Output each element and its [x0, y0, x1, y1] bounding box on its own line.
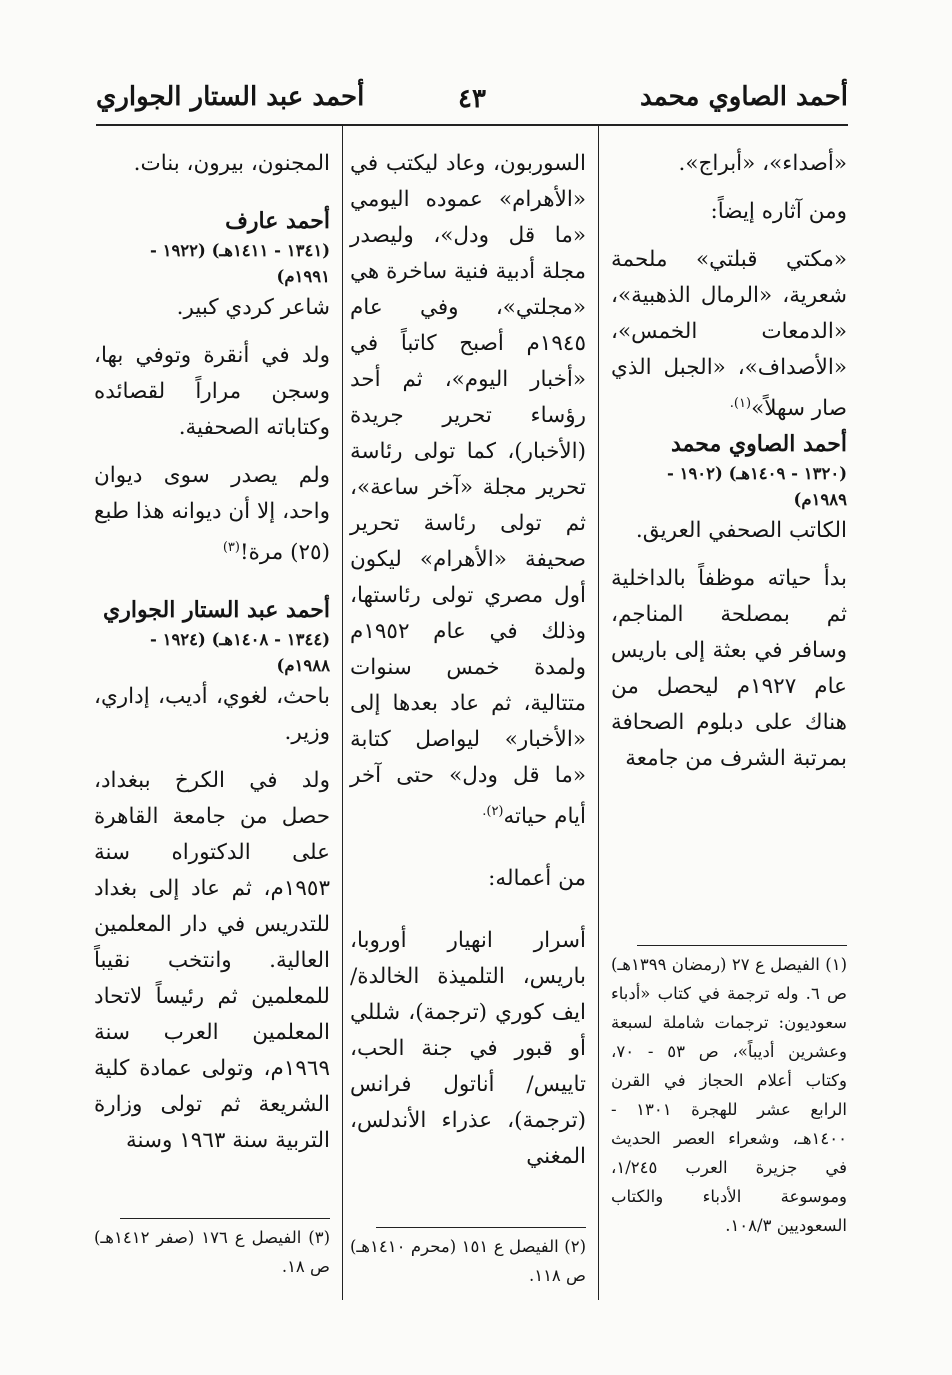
- paragraph: أسرار انهيار أوروبا، باريس، التلميذة الخالدة/ ايف كوري (ترجمة)، شللي أو قبور في جنة الحب، تاييس/ أناتول فرانس (ترجمة)، عذراء الأندلس، المغني: [350, 928, 586, 1170]
- running-title-right: أحمد الصاوي محمد: [640, 82, 848, 112]
- paragraph: [350, 146, 586, 835]
- paragraph: ولد في أنقرة وتوفي بها، وسجن مراراً لقصائده وكتاباته الصحفية.: [94, 343, 330, 440]
- page-number: ٤٣: [458, 84, 486, 114]
- page-header: [96, 82, 848, 126]
- footnote-rule: [120, 1218, 330, 1219]
- entry-dates: (١٣٤٤ - ١٤٠٨هـ) (١٩٢٤ - ١٩٨٨م): [149, 630, 330, 676]
- paragraph: الكاتب الصحفي العريق.: [635, 518, 847, 544]
- paragraph: بدأ حياته موظفاً بالداخلية ثم بمصلحة المناجم، وسافر في بعثة إلى باريس عام ١٩٢٧م ليحصل من هناك على دبلوم الصحافة بمرتبة الشرف من جامعة: [611, 566, 847, 772]
- column-divider-left: [342, 125, 343, 1300]
- footnote-text: (٣) الفيصل ع ١٧٦ (صفر ١٤١٢هـ) ص ١٨.: [94, 1228, 330, 1276]
- footnote-ref: (٢).: [482, 804, 504, 819]
- paragraph: من أعماله:: [488, 866, 586, 892]
- column-middle: [350, 146, 586, 1175]
- footnote-ref: (٣): [222, 540, 240, 555]
- footnote-text: (١) الفيصل ع ٢٧ (رمضان ١٣٩٩هـ) ص ٦. وله ترجمة في كتاب «أدباء سعوديون: ترجمات شاملة لسبعة وعشرين أديباً»، ص ٥٣ - ٧٠، وكتاب أعلام الحجاز في القرن الرابع عشر للهجرة ١٣٠١ - ١٤٠٠هـ، وشعراء العصر الحديث في جزيرة العرب ١/٢٤٥، وموسوعة الأدباء والكتاب السعوديين ١٠٨/٣.: [611, 955, 848, 1235]
- paragraph-text: «مكتي قبلتي» ملحمة شعرية، «الرمال الذهبية»، «الدمعات الخمس»، «الأصداف»، «الجبل الذي صار سهلاً»: [611, 247, 847, 422]
- header-rule: [96, 124, 848, 126]
- footnote-rule: [637, 945, 847, 946]
- entry-dates: (١٣٢٠ - ١٤٠٩هـ) (١٩٠٢ - ١٩٨٩م): [666, 464, 847, 510]
- paragraph: ومن آثاره إيضاً:: [710, 199, 847, 224]
- footnote-rule: [376, 1227, 586, 1228]
- entry-heading: أحمد عارف: [225, 208, 330, 234]
- running-title-left: أحمد عبد الستار الجواري: [96, 82, 365, 112]
- entry-dates: (١٣٤١ - ١٤١١هـ) (١٩٢٢ - ١٩٩١م): [149, 241, 330, 286]
- column-divider-right: [598, 125, 599, 1300]
- column-right: [611, 146, 847, 777]
- footnote-text: (٢) الفيصل ع ١٥١ (محرم ١٤١٠هـ) ص ١١٨.: [350, 1237, 586, 1285]
- footnote-ref: (١).: [729, 396, 752, 411]
- paragraph: شاعر كردي كبير.: [176, 295, 330, 320]
- entry-heading: أحمد عبد الستار الجواري: [102, 597, 330, 624]
- paragraph-text: ولم يصدر سوى ديوان واحد، إلا أن ديوانه هذا طبع (٢٥) مرة!: [94, 463, 330, 566]
- paragraph: «أصداء»، «أبراج».: [678, 151, 847, 176]
- paragraph-text: السوربون، وعاد ليكتب في «الأهرام» عموده اليومي «ما قل ودل»، وليصدر مجلة أدبية فنية ساخرة هي «مجلتي»، وفي عام ١٩٤٥م أصبح كاتباً في «أخبار اليوم»، ثم أحد رؤساء تحرير جريدة (الأخبار)، كما تولى رئاسة تحرير مجلة «آخر ساعة»، ثم تولى رئاسة تحرير صحيفة «الأهرام» ليكون أول مصري تولى رئاستها، وذلك في عام ١٩٥٢م ولمدة خمس سنوات متتالية، ثم عاد بعدها إلى «الأخبار» ليواصل كتابة «ما قل ودل» حتى آخر أيام حياته: [350, 151, 586, 830]
- paragraph: [611, 242, 847, 427]
- column-left: [94, 146, 330, 1159]
- paragraph: المجنون، بيرون، بنات.: [133, 151, 330, 176]
- paragraph: [94, 458, 330, 571]
- footnote-middle: [350, 1227, 586, 1290]
- paragraph: باحث، لغوي، أديب، إداري، وزير.: [94, 684, 330, 746]
- footnote-left: [94, 1218, 330, 1281]
- paragraph: ولد في الكرخ ببغداد، حصل من جامعة القاهرة على الدكتوراه سنة ١٩٥٣م، ثم عاد إلى بغداد للتدريس في دار المعلمين العالية. وانتخب نقيباً للمعلمين ثم رئيساً لاتحاد المعلمين العرب سنة ١٩٦٩م، وتولى عمادة كلية الشريعة ثم تولى وزارة التربية سنة ١٩٦٣ وسنة: [94, 768, 330, 1154]
- footnote-right: [611, 945, 847, 1240]
- entry-heading: أحمد الصاوي محمد: [671, 431, 847, 458]
